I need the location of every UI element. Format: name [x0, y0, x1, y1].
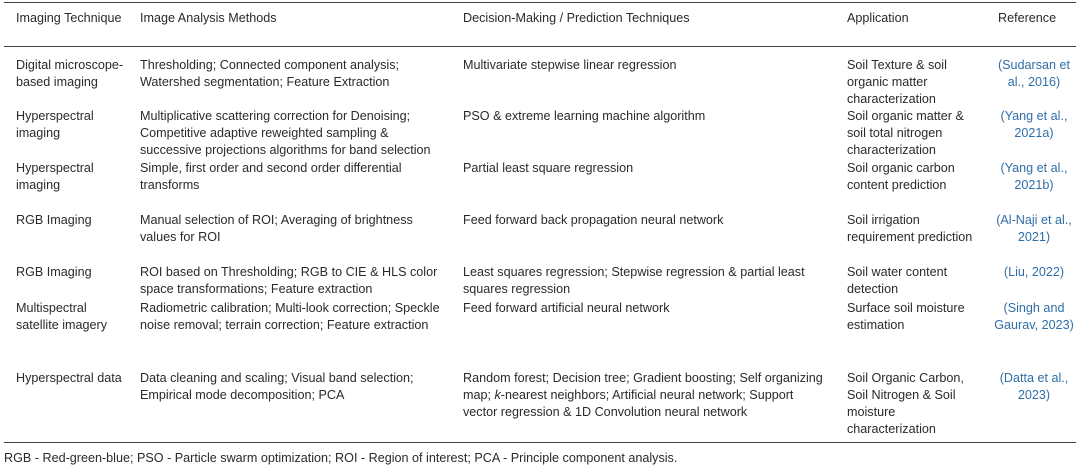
cell-methods: Simple, first order and second order differential transforms	[140, 161, 402, 192]
cell-technique: Hyperspectral imaging	[16, 109, 94, 140]
cell-reference	[986, 160, 1076, 212]
cell-technique: Hyperspectral data	[16, 371, 122, 385]
header-reference: Reference	[998, 11, 1057, 25]
cell-decision: Partial least square regression	[463, 161, 634, 175]
table-footnote: RGB - Red-green-blue; PSO - Particle swarm optimization; ROI - Region of interest; PCA - Principle component analysis.	[4, 451, 678, 465]
cell-decision	[451, 370, 835, 442]
header-imaging-technique: Imaging Technique	[16, 11, 122, 25]
cell-technique: Multispectral satellite imagery	[16, 301, 107, 332]
cell-application: Soil organic matter & soil total nitrogen characterization	[847, 109, 964, 157]
table-row	[4, 300, 1076, 370]
header-application: Application	[847, 11, 909, 25]
cell-decision: Multivariate stepwise linear regression	[463, 58, 677, 72]
cell-technique: Hyperspectral imaging	[16, 161, 94, 192]
cell-technique: Digital microscope-based imaging	[16, 58, 124, 89]
reference-link[interactable]: (Singh and Gaurav, 2023)	[994, 301, 1074, 332]
cell-application: Soil water content detection	[847, 265, 948, 296]
cell-reference	[986, 47, 1076, 109]
cell-reference	[986, 212, 1076, 264]
cell-application: Surface soil moisture estimation	[847, 301, 965, 332]
cell-reference	[986, 300, 1076, 370]
cell-decision: Feed forward back propagation neural network	[463, 213, 724, 227]
cell-methods: ROI based on Thresholding; RGB to CIE & HLS color space transformations; Feature extraction	[140, 265, 438, 296]
table-row	[4, 160, 1076, 212]
table-header-row	[4, 3, 1076, 47]
reference-link[interactable]: (Yang et al., 2021b)	[1000, 161, 1068, 192]
cell-reference	[986, 370, 1076, 442]
table-row	[4, 370, 1076, 442]
table-container	[4, 2, 1076, 443]
cell-technique: RGB Imaging	[16, 265, 92, 279]
cell-methods: Manual selection of ROI; Averaging of brightness values for ROI	[140, 213, 413, 244]
table-row	[4, 264, 1076, 300]
decision-text-before: Random forest; Decision tree; Gradient boosting; Self organizing map;	[463, 371, 823, 402]
reference-link[interactable]: (Al-Naji et al., 2021)	[996, 213, 1072, 244]
methods-table	[4, 2, 1076, 443]
reference-link[interactable]: (Liu, 2022)	[1003, 265, 1065, 279]
cell-decision: Feed forward artificial neural network	[463, 301, 670, 315]
decision-text-italic: k	[494, 388, 501, 402]
cell-reference	[986, 264, 1076, 300]
cell-application: Soil organic carbon content prediction	[847, 161, 955, 192]
decision-text-after: -nearest neighbors; Artificial neural network; Support vector regression & 1D Convolution neural network	[463, 388, 794, 419]
reference-link[interactable]: (Yang et al., 2021a)	[1000, 109, 1068, 140]
table-row	[4, 108, 1076, 160]
cell-reference	[986, 108, 1076, 160]
cell-application: Soil Organic Carbon, Soil Nitrogen & Soil moisture characterization	[847, 371, 964, 436]
table-row	[4, 212, 1076, 264]
header-decision-techniques: Decision-Making / Prediction Techniques	[463, 11, 690, 25]
cell-methods: Radiometric calibration; Multi-look correction; Speckle noise removal; terrain correction; Feature extraction	[140, 301, 440, 332]
reference-link[interactable]: (Sudarsan et al., 2016)	[997, 58, 1071, 89]
cell-application: Soil irrigation requirement prediction	[847, 213, 973, 244]
table-row	[4, 47, 1076, 109]
cell-decision: PSO & extreme learning machine algorithm	[463, 109, 706, 123]
cell-decision: Least squares regression; Stepwise regression & partial least squares regression	[463, 265, 805, 296]
reference-link[interactable]: (Datta et al., 2023)	[999, 371, 1069, 402]
cell-methods: Thresholding; Connected component analysis; Watershed segmentation; Feature Extraction	[140, 58, 400, 89]
header-image-analysis-methods: Image Analysis Methods	[140, 11, 277, 25]
cell-methods: Multiplicative scattering correction for Denoising; Competitive adaptive reweighted sampling & successive projections algorithms for band selection	[140, 109, 431, 157]
cell-methods: Data cleaning and scaling; Visual band selection; Empirical mode decomposition; PCA	[140, 371, 414, 402]
cell-application: Soil Texture & soil organic matter characterization	[847, 58, 947, 106]
cell-technique: RGB Imaging	[16, 213, 92, 227]
